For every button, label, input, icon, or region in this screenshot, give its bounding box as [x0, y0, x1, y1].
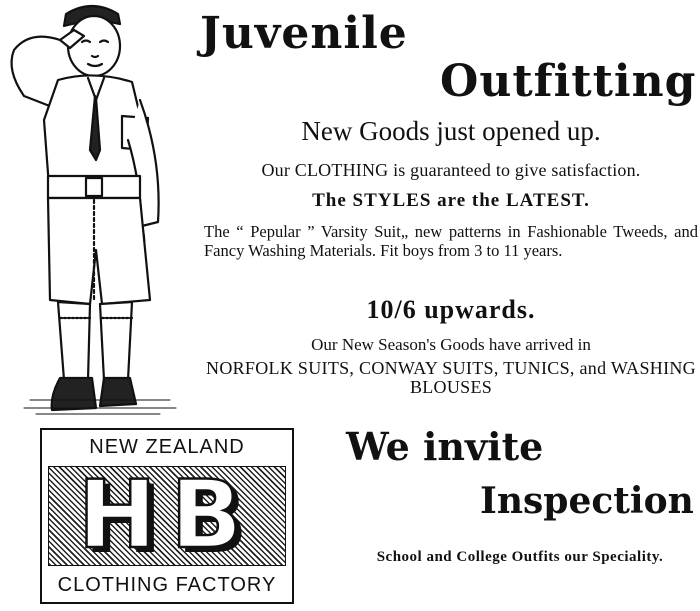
speciality-line: School and College Outfits our Speciality. [376, 549, 664, 565]
items-list: NORFOLK SUITS, CONWAY SUITS, TUNICS, and WASHING BLOUSES [206, 358, 696, 397]
new-season-line: Our New Season's Goods have arrived in [311, 335, 591, 354]
invite-line-1: We invite [346, 424, 544, 469]
saluting-boy-illustration [0, 0, 195, 420]
styles-line: The STYLES are the LATEST. [312, 190, 590, 211]
price-line: 10/6 upwards. [366, 295, 536, 324]
logo-top-text: NEW ZEALAND [89, 436, 245, 458]
logo-letters-box [48, 461, 286, 570]
invite-line-2: Inspection [480, 480, 694, 522]
logo-letters: HB [77, 461, 257, 570]
new-goods-line: New Goods just opened up. [301, 116, 601, 146]
hb-clothing-factory-logo [40, 428, 294, 604]
logo-bottom-text: CLOTHING FACTORY [57, 574, 277, 596]
heading-line-2: Outfitting [440, 56, 697, 107]
heading-line-1: Juvenile [200, 8, 408, 59]
guarantee-line: Our CLOTHING is guaranteed to give satisfaction. [261, 160, 641, 180]
description-paragraph: The “ Pepular ” Varsity Suit„ new patterns in Fashionable Tweeds, and Fancy Washing Materials. Fit boys from 3 to 11 years. [204, 222, 698, 260]
